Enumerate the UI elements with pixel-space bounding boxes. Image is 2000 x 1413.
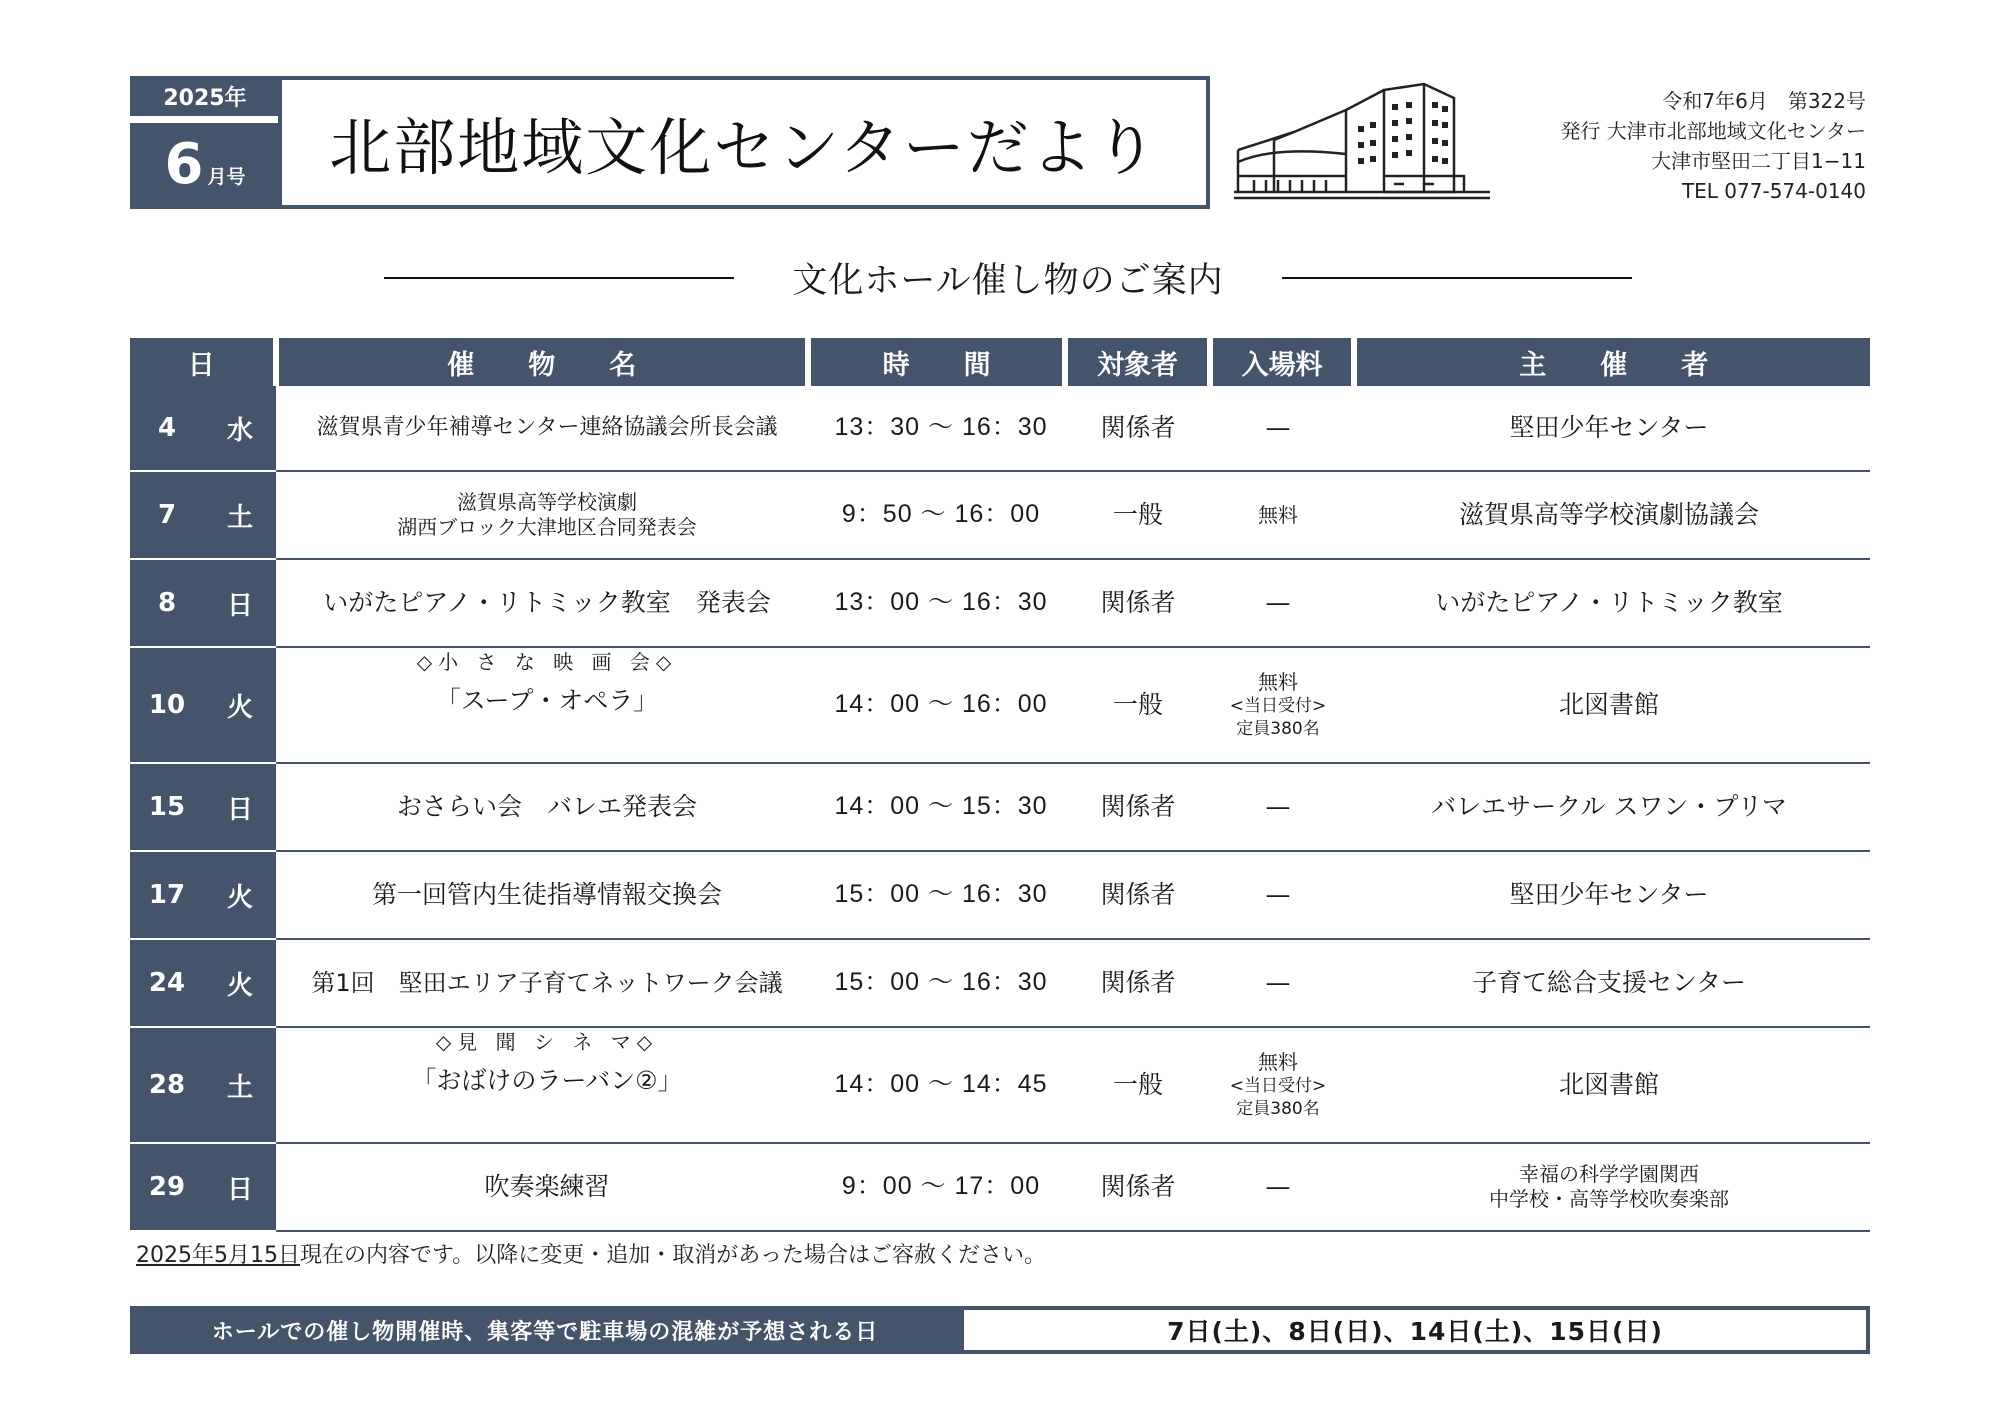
event-fee: [1208, 648, 1348, 762]
event-host: バレエサークル スワン・プリマ: [1431, 792, 1787, 822]
date-cell: [130, 472, 276, 560]
date-cell: [130, 386, 276, 472]
event-time: 9：50 ～ 16：00: [841, 500, 1041, 529]
table-row: [130, 472, 1870, 560]
parking-notice: [130, 1306, 1870, 1354]
table-row: [130, 386, 1870, 472]
event-fee: —: [1265, 1172, 1291, 1202]
table-row: [130, 1028, 1870, 1144]
heading-rule-left: [384, 277, 734, 279]
fee-capacity: 定員380名: [1236, 718, 1320, 739]
event-host: いがたピアノ・リトミック教室: [1435, 588, 1783, 618]
host-line2: 中学校・高等学校吹奏楽部: [1489, 1187, 1729, 1211]
day: 10: [148, 690, 186, 720]
event-fee: 無料: [1258, 502, 1298, 527]
weekday: 火: [226, 692, 253, 723]
weekday: 火: [226, 882, 253, 913]
fee-capacity: 定員380名: [1236, 1098, 1320, 1119]
event-fee: —: [1265, 968, 1291, 998]
weekday: 日: [226, 794, 253, 825]
event-fee: —: [1265, 413, 1291, 443]
weekday: 日: [226, 1174, 253, 1205]
day: 7: [157, 500, 177, 530]
weekday: 日: [226, 590, 253, 621]
month-label: [130, 123, 280, 209]
section-title: 文化ホール催し物のご案内: [792, 261, 1224, 301]
event-target: 一般: [1112, 690, 1163, 720]
date-cell: [130, 764, 276, 852]
event-time: 15：00 ～ 16：30: [834, 880, 1048, 909]
event-name: [276, 472, 814, 558]
event-name: いがたピアノ・リトミック教室 発表会: [323, 588, 771, 618]
event-fee: —: [1265, 792, 1291, 822]
month-number: 6: [164, 132, 204, 197]
event-name: 第一回管内生徒指導情報交換会: [371, 880, 722, 910]
table-row: [130, 1144, 1870, 1232]
note-date: 2025年5月15日: [136, 1243, 300, 1268]
section-heading: [366, 250, 1650, 306]
publisher: 発行 大津市北部地域文化センター: [1560, 119, 1866, 143]
event-title: 「おばけのラーバン②」: [411, 1066, 683, 1095]
parking-dates: 7日(土)、8日(日)、14日(土)、15日(日): [960, 1306, 1870, 1354]
day: 28: [148, 1070, 186, 1100]
event-time: 14：00 ～ 14：45: [834, 1070, 1048, 1099]
fee-value: 無料: [1258, 1050, 1298, 1075]
fee-value: 無料: [1258, 670, 1298, 695]
event-host: 北図書館: [1558, 1070, 1659, 1100]
date-cell: [130, 648, 276, 764]
event-series-label: ◇見 聞 シ ネ マ◇: [435, 1030, 659, 1054]
date-cell: [130, 940, 276, 1028]
header-date: 日: [130, 338, 273, 386]
address: 大津市堅田二丁目1−11: [1651, 149, 1866, 173]
event-time: 14：00 ～ 16：00: [834, 690, 1048, 719]
day: 8: [157, 588, 177, 618]
fee-note: <当日受付>: [1229, 1076, 1327, 1097]
event-name: 滋賀県青少年補導センター連絡協議会所長会議: [316, 415, 778, 441]
event-host: 北図書館: [1558, 690, 1659, 720]
event-fee: —: [1265, 880, 1291, 910]
header-time: 時 間: [811, 338, 1062, 386]
day: 29: [148, 1172, 186, 1202]
month-unit: 月号: [207, 166, 246, 188]
header-target: 対象者: [1068, 338, 1207, 386]
telephone: TEL 077-574-0140: [1681, 179, 1866, 203]
header-host: 主 催 者: [1357, 338, 1870, 386]
event-target: 関係者: [1100, 792, 1176, 822]
table-row: [130, 648, 1870, 764]
note-text: 現在の内容です。以降に変更・追加・取消があった場合はご容赦ください。: [299, 1243, 1047, 1268]
header-event: 催 物 名: [279, 338, 805, 386]
event-name: [276, 648, 814, 762]
table-header-row: [130, 338, 1870, 386]
date-cell: [130, 852, 276, 940]
issue-number: 令和7年6月 第322号: [1662, 89, 1866, 113]
event-target: 関係者: [1100, 1172, 1176, 1202]
event-schedule-table: [130, 338, 1870, 1232]
event-time: 9：00 ～ 17：00: [841, 1172, 1041, 1201]
table-row: [130, 940, 1870, 1028]
newsletter-title: 北部地域文化センターだより: [278, 76, 1210, 209]
event-fee: —: [1265, 588, 1291, 618]
event-target: 一般: [1112, 1070, 1163, 1100]
header-fee: 入場料: [1213, 338, 1352, 386]
heading-rule-right: [1282, 277, 1632, 279]
event-target: 関係者: [1100, 968, 1176, 998]
host-line1: 幸福の科学学園関西: [1519, 1162, 1699, 1186]
event-name: [276, 1028, 814, 1142]
event-host: [1348, 1144, 1870, 1230]
issue-info: [1426, 86, 1866, 206]
event-time: 13：30 ～ 16：30: [834, 413, 1048, 442]
event-name: 吹奏楽練習: [484, 1172, 610, 1202]
weekday: 水: [226, 415, 253, 446]
event-time: 14：00 ～ 15：30: [834, 792, 1048, 821]
parking-label: ホールでの催し物開催時、集客等で駐車場の混雑が予想される日: [130, 1306, 960, 1354]
year-label: 2025年: [130, 76, 280, 116]
day: 24: [148, 968, 186, 998]
event-target: 関係者: [1100, 413, 1176, 443]
event-series-label: ◇小 さ な 映 画 会◇: [416, 650, 678, 674]
table-row: [130, 560, 1870, 648]
event-time: 13：00 ～ 16：30: [834, 588, 1048, 617]
day: 17: [148, 880, 186, 910]
event-target: 一般: [1112, 500, 1163, 530]
event-target: 関係者: [1100, 588, 1176, 618]
date-cell: [130, 1028, 276, 1144]
date-cell: [130, 1144, 276, 1232]
fee-note: <当日受付>: [1229, 696, 1327, 717]
disclaimer-note: [136, 1238, 1046, 1269]
date-cell: [130, 560, 276, 648]
event-host: 滋賀県高等学校演劇協議会: [1458, 500, 1759, 530]
event-title: 「スープ・オペラ」: [435, 686, 659, 715]
weekday: 土: [226, 502, 253, 533]
event-target: 関係者: [1100, 880, 1176, 910]
event-host: 堅田少年センター: [1509, 413, 1709, 443]
day: 15: [148, 792, 186, 822]
event-name: おさらい会 バレエ発表会: [396, 792, 697, 822]
event-time: 15：00 ～ 16：30: [834, 968, 1048, 997]
event-host: 子育て総合支援センター: [1471, 968, 1746, 998]
table-row: [130, 764, 1870, 852]
event-name: 第1回 堅田エリア子育てネットワーク会議: [311, 969, 783, 997]
day: 4: [157, 413, 177, 443]
weekday: 土: [226, 1072, 253, 1103]
event-name-line2: 湖西ブロック大津地区合同発表会: [397, 515, 697, 539]
table-row: [130, 852, 1870, 940]
event-name-line1: 滋賀県高等学校演劇: [457, 490, 637, 514]
event-host: 堅田少年センター: [1509, 880, 1709, 910]
weekday: 火: [226, 970, 253, 1001]
event-fee: [1208, 1028, 1348, 1142]
